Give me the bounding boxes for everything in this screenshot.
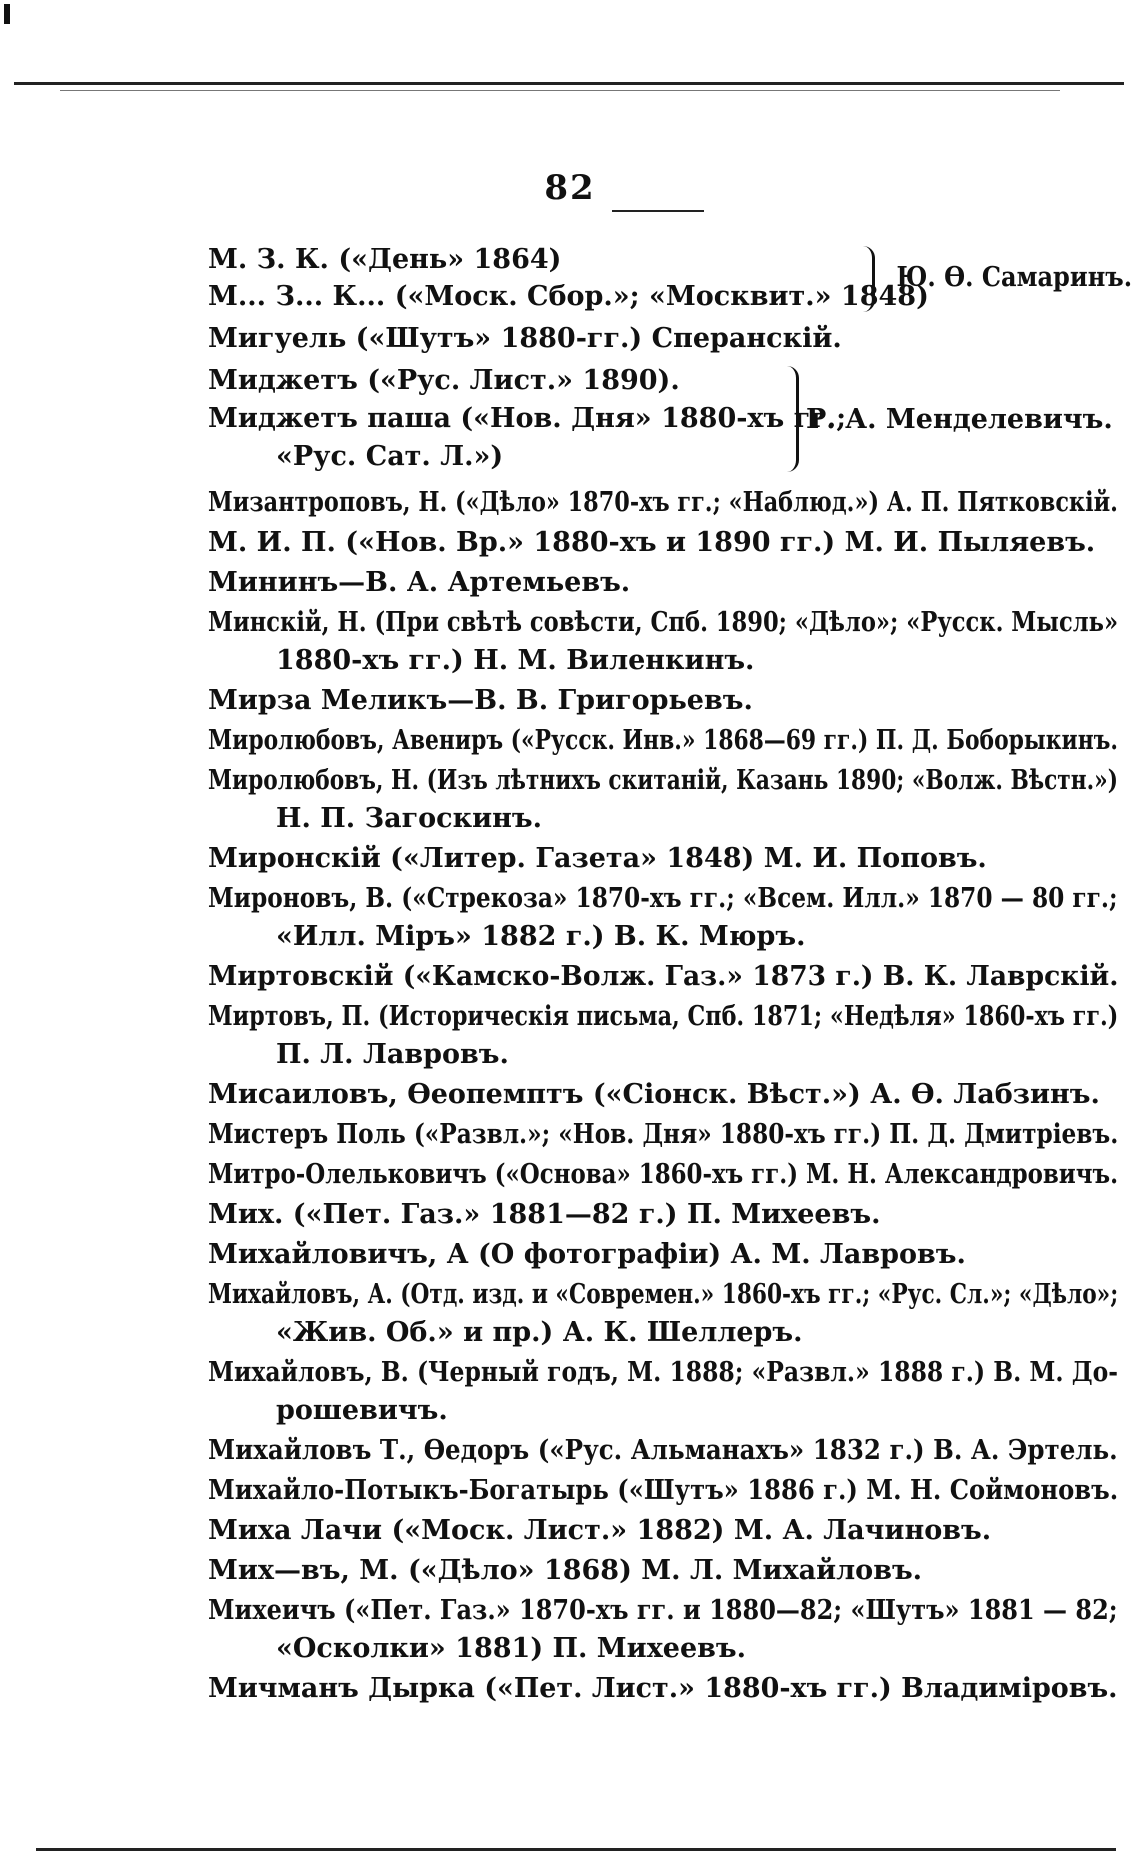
entry-line: Михайловъ Т., Ѳедоръ («Рус. Альманахъ» 1832 г.) В. А. Эртель.: [208, 1435, 1118, 1466]
brace: [786, 366, 799, 472]
entry-line: Михайло-Потыкъ-Богатырь («Шутъ» 1886 г.) М. Н. Соймоновъ.: [208, 1475, 1119, 1506]
entry-line: Миронскій («Литер. Газета» 1848) М. И. Поповъ.: [208, 843, 987, 874]
entry-line: Мизантроповъ, Н. («Дѣло» 1870-хъ гг.; «Наблюд.») А. П. Пятковскій.: [208, 487, 1118, 518]
group-author: Р. А. Менделевичъ.: [806, 404, 1113, 435]
entry-line: «Жив. Об.» и пр.) А. К. Шеллеръ.: [276, 1317, 803, 1348]
entry-line: Миджетъ («Рус. Лист.» 1890).: [208, 365, 680, 396]
entry-line: Михеичъ («Пет. Газ.» 1870-хъ гг. и 1880—82; «Шутъ» 1881 — 82;: [208, 1595, 1118, 1626]
entry-line: Мигуель («Шутъ» 1880-гг.) Сперанскій.: [208, 323, 842, 354]
entry-line: П. Л. Лавровъ.: [276, 1039, 509, 1070]
top-rule: [14, 82, 1124, 85]
page-number-underline: [612, 210, 704, 212]
entry-line: Мисаиловъ, Ѳеопемптъ («Сіонск. Вѣст.») А. Ѳ. Лабзинъ.: [208, 1079, 1100, 1110]
entry-line: Митро-Олельковичъ («Основа» 1860-хъ гг.) М. Н. Александровичъ.: [208, 1159, 1119, 1190]
entry-line: Минскій, Н. (При свѣтѣ совѣсти, Спб. 1890; «Дѣло»; «Русск. Мысль»: [208, 607, 1119, 638]
entry-line: «Рус. Сат. Л.»): [276, 441, 504, 472]
entry-line: Н. П. Загоскинъ.: [276, 803, 542, 834]
entry-line: Миха Лачи («Моск. Лист.» 1882) М. А. Лачиновъ.: [208, 1515, 992, 1546]
brace: [862, 246, 875, 312]
bottom-rule: [36, 1848, 1116, 1851]
entry-line: М. И. П. («Нов. Вр.» 1880-хъ и 1890 гг.) М. И. Пыляевъ.: [208, 527, 1096, 558]
entry-line: Миролюбовъ, Авениръ («Русск. Инв.» 1868—69 гг.) П. Д. Боборыкинъ.: [208, 725, 1119, 756]
entry-line: Михайловъ, В. (Черный годъ, М. 1888; «Развл.» 1888 г.) В. М. До-: [208, 1357, 1118, 1388]
entry-line: Мих. («Пет. Газ.» 1881—82 г.) П. Михеевъ.: [208, 1199, 881, 1230]
entry-line: «Осколки» 1881) П. Михеевъ.: [276, 1633, 747, 1664]
entry-line: Мининъ—В. А. Артемьевъ.: [208, 567, 631, 598]
entry-line: «Илл. Міръ» 1882 г.) В. К. Мюръ.: [276, 921, 806, 952]
entry-line: рошевичъ.: [276, 1395, 448, 1426]
entry-line: Мих—въ, М. («Дѣло» 1868) М. Л. Михайловъ.: [208, 1555, 923, 1586]
entry-line: Миджетъ паша («Нов. Дня» 1880-хъ гг.;: [208, 403, 847, 434]
entry-line: Миртовскій («Камско-Волж. Газ.» 1873 г.) В. К. Лаврскій.: [208, 961, 1119, 992]
entry-line: Мирза Меликъ—В. В. Григорьевъ.: [208, 685, 753, 716]
entry-line: Михайловичъ, А (О фотографіи) А. М. Лавровъ.: [208, 1239, 966, 1270]
corner-mark: [4, 4, 10, 24]
entry-line: 1880-хъ гг.) Н. М. Виленкинъ.: [276, 645, 755, 676]
page-number: 82: [544, 168, 596, 208]
top-rule-thin: [60, 90, 1060, 91]
entry-line: Мироновъ, В. («Стрекоза» 1870-хъ гг.; «Всем. Илл.» 1870 — 80 гг.;: [208, 883, 1118, 914]
group-author: Ю. Ѳ. Самаринъ.: [896, 262, 1133, 293]
entry-line: Мичманъ Дырка («Пет. Лист.» 1880-хъ гг.) Владиміровъ.: [208, 1673, 1118, 1704]
entry-line: Михайловъ, А. (Отд. изд. и «Современ.» 1860-хъ гг.; «Рус. Сл.»; «Дѣло»;: [208, 1279, 1119, 1310]
entry-line: Миртовъ, П. (Историческія письма, Спб. 1871; «Недѣля» 1860-хъ гг.): [208, 1001, 1119, 1032]
entry-line: Мистеръ Поль («Развл.»; «Нов. Дня» 1880-хъ гг.) П. Д. Дмитріевъ.: [208, 1119, 1119, 1150]
entry-line: Миролюбовъ, Н. (Изъ лѣтнихъ скитаній, Казань 1890; «Волж. Вѣстн.»): [208, 765, 1118, 796]
entry-line: М. З. К. («День» 1864): [208, 244, 562, 275]
entry-line: М... З... К... («Моск. Сбор.»; «Москвит.» 1848): [208, 281, 929, 312]
